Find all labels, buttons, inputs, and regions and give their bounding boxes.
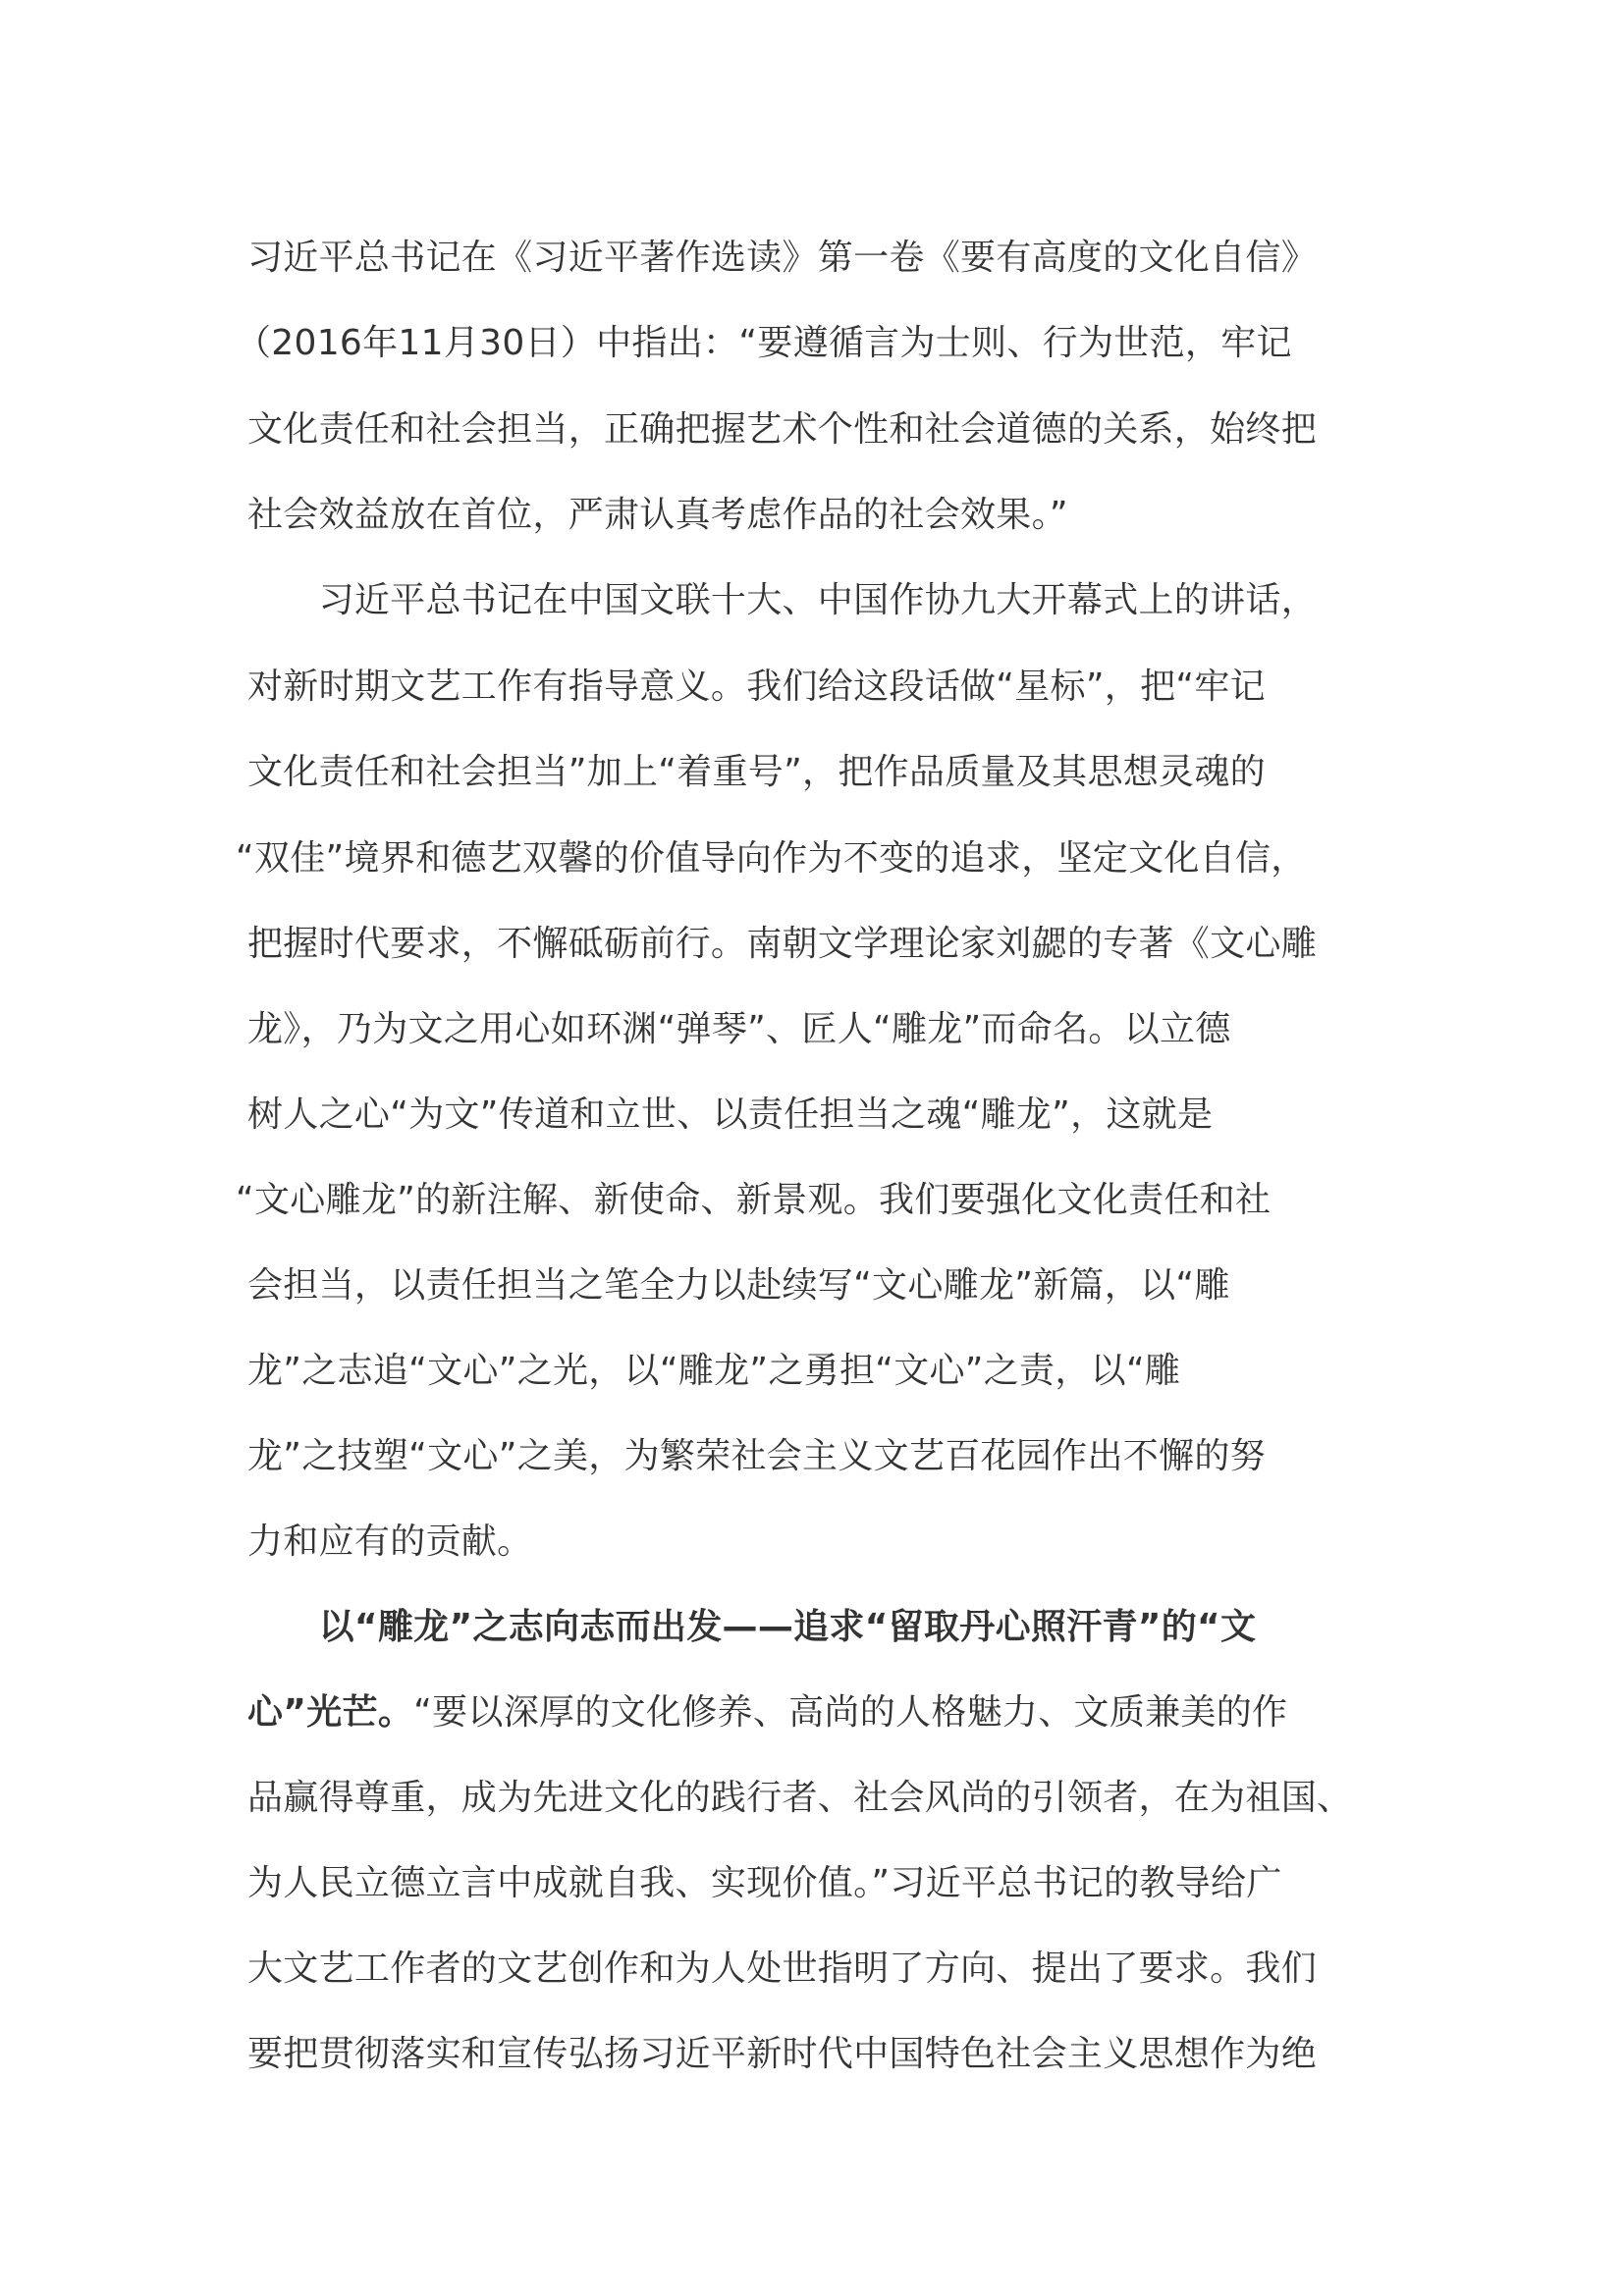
text-line: 大文艺工作者的文艺创作和为人处世指明了方向、提出了要求。我们 — [247, 1949, 1318, 1989]
text-line — [247, 1670, 1287, 1755]
text-line: 树人之心“为文”传道和立世、以责任担当之魂“雕龙”，这就是 — [247, 1095, 1214, 1135]
section-heading-end: 心”光芒。 — [247, 1692, 414, 1733]
text-line: “双佳”境界和德艺双馨的价值导向作为不变的追求，坚定文化自信， — [236, 838, 1307, 879]
text-line: 文化责任和社会担当，正确把握艺术个性和社会道德的关系，始终把 — [247, 409, 1318, 450]
text-line: （2016年11月30日）中指出：“要遵循言为士则、行为世范，牢记 — [236, 323, 1292, 363]
text-line: 要把贯彻落实和宣传弘扬习近平新时代中国特色社会主义思想作为绝 — [247, 2034, 1318, 2074]
text-segment: “要以深厚的文化修养、高尚的人格魅力、文质兼美的作 — [413, 1692, 1288, 1733]
text-line: 习近平总书记在《习近平著作选读》第一卷《要有高度的文化自信》 — [247, 238, 1318, 278]
text-line: 把握时代要求，不懈砥砺前行。南朝文学理论家刘勰的专著《文心雕 — [247, 924, 1318, 964]
text-line: 文化责任和社会担当”加上“着重号”，把作品质量及其思想灵魂的 — [247, 752, 1266, 792]
text-line: 龙》，乃为文之用心如环渊“弹琴”、匠人“雕龙”而命名。以立德 — [247, 1009, 1231, 1049]
text-line: 对新时期文艺工作有指导意义。我们给这段话做“星标”，把“牢记 — [247, 667, 1266, 707]
text-line: “文心雕龙”的新注解、新使命、新景观。我们要强化文化责任和社 — [236, 1180, 1272, 1220]
text-line: 会担当，以责任担当之笔全力以赴续写“文心雕龙”新篇，以“雕 — [247, 1265, 1230, 1306]
text-line: 品赢得尊重，成为先进文化的践行者、社会风尚的引领者，在为祖国、 — [247, 1778, 1353, 1818]
text-line: 习近平总书记在中国文联十大、中国作协九大开幕式上的讲话， — [247, 580, 1318, 620]
section-heading: 以“雕龙”之志向志而出发——追求“留取丹心照汗青”的“文 — [247, 1607, 1257, 1647]
text-line: 为人民立德立言中成就自我、实现价值。”习近平总书记的教导给广 — [247, 1863, 1282, 1903]
text-line: 社会效益放在首位，严肃认真考虑作品的社会效果。” — [247, 495, 1068, 535]
text-line: 力和应有的贡献。 — [247, 1522, 533, 1562]
text-line: 龙”之技塑“文心”之美，为繁荣社会主义文艺百花园作出不懈的努 — [247, 1436, 1266, 1476]
text-line: 龙”之志追“文心”之光，以“雕龙”之勇担“文心”之责，以“雕 — [247, 1351, 1181, 1391]
